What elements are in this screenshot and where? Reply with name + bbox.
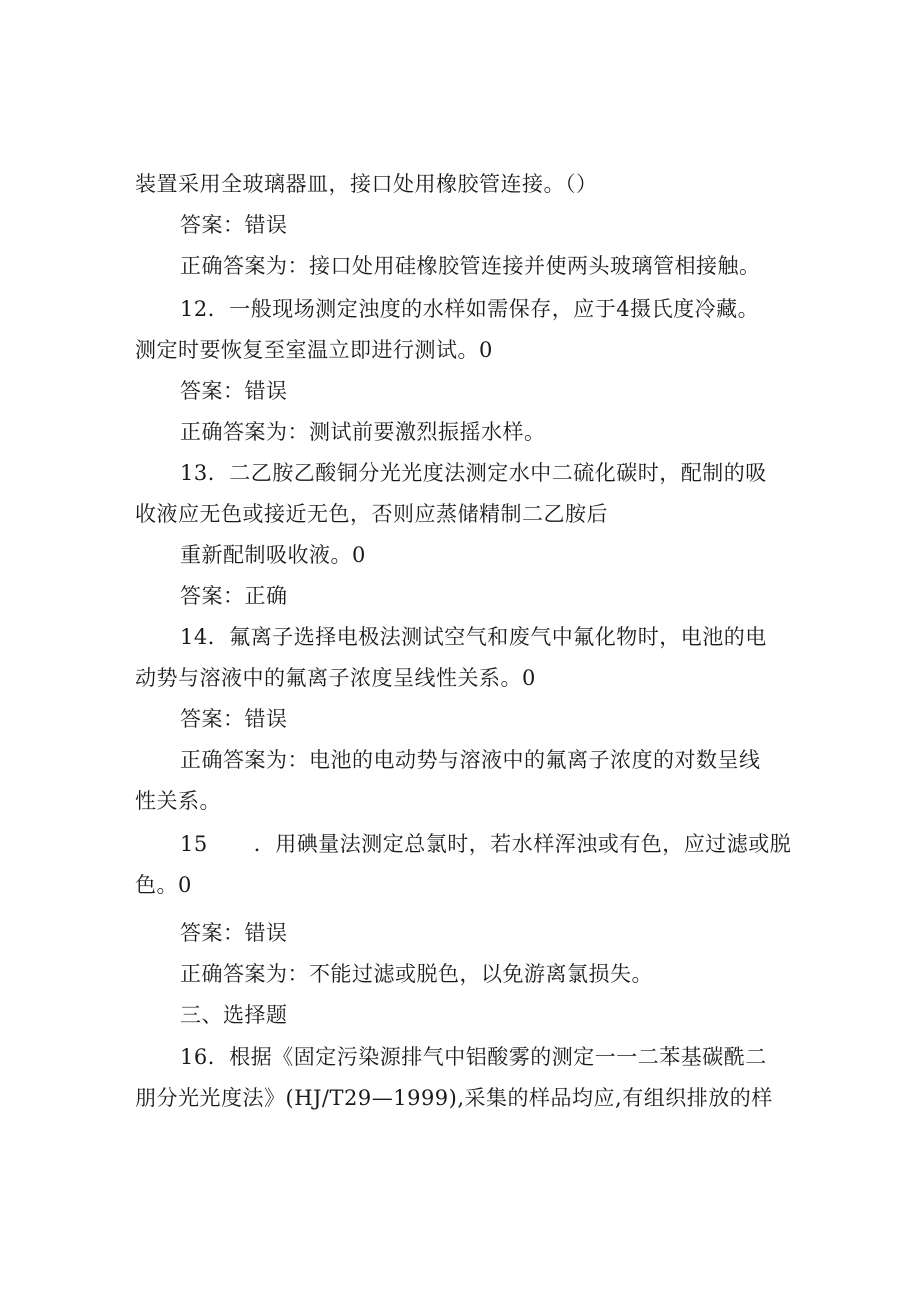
answer-13: 答案：正确 <box>180 584 288 608</box>
answer-11: 答案：错误 <box>180 213 288 237</box>
question-12-line-2: 测定时要恢复至室温立即进行测试。0 <box>135 338 493 362</box>
question-13-line-3: 重新配制吸收液。0 <box>180 543 366 567</box>
question-15-number: 15 <box>180 832 208 856</box>
answer-14: 答案：错误 <box>180 707 288 731</box>
question-14-line-1: 14．氟离子选择电极法测试空气和废气中氟化物时，电池的电 <box>180 625 767 649</box>
question-12-line-1: 12．一般现场测定浊度的水样如需保存，应于4摄氏度冷藏。 <box>180 297 760 321</box>
answer-15: 答案：错误 <box>180 921 288 945</box>
question-16-line-1: 16．根据《固定污染源排气中铝酸雾的测定一一二苯基碳酰二 <box>180 1045 767 1069</box>
question-14-line-2: 动势与溶液中的氟离子浓度呈线性关系。0 <box>135 666 536 690</box>
question-11-continuation: 装置采用全玻璃器皿，接口处用橡胶管连接。（） <box>135 172 598 196</box>
question-15-line-2: 色。0 <box>135 873 192 897</box>
correct-answer-11: 正确答案为：接口处用硅橡胶管连接并使两头玻璃管相接触。 <box>180 254 761 278</box>
question-15-text: ．用碘量法测定总氯时，若水样浑浊或有色，应过滤或脱 <box>253 832 792 856</box>
answer-12: 答案：错误 <box>180 379 288 403</box>
question-16-line-2: 朋分光光度法》(HJ/T29—1999),采集的样品均应,有组织排放的样 <box>135 1086 773 1110</box>
question-15-line-1 <box>180 830 791 858</box>
question-13-line-2: 收液应无色或接近无色，否则应蒸储精制二乙胺后 <box>135 502 608 526</box>
question-13-line-1: 13．二乙胺乙酸铜分光光度法测定水中二硫化碳时，配制的吸 <box>180 461 767 485</box>
correct-answer-15: 正确答案为：不能过滤或脱色，以免游离氯损失。 <box>180 962 653 986</box>
correct-answer-12: 正确答案为：测试前要激烈振摇水样。 <box>180 420 546 444</box>
correct-answer-14-line-2: 性关系。 <box>135 789 221 813</box>
section-heading-choice: 三、选择题 <box>180 1003 288 1027</box>
correct-answer-14-line-1: 正确答案为：电池的电动势与溶液中的氟离子浓度的对数呈线 <box>180 748 761 772</box>
